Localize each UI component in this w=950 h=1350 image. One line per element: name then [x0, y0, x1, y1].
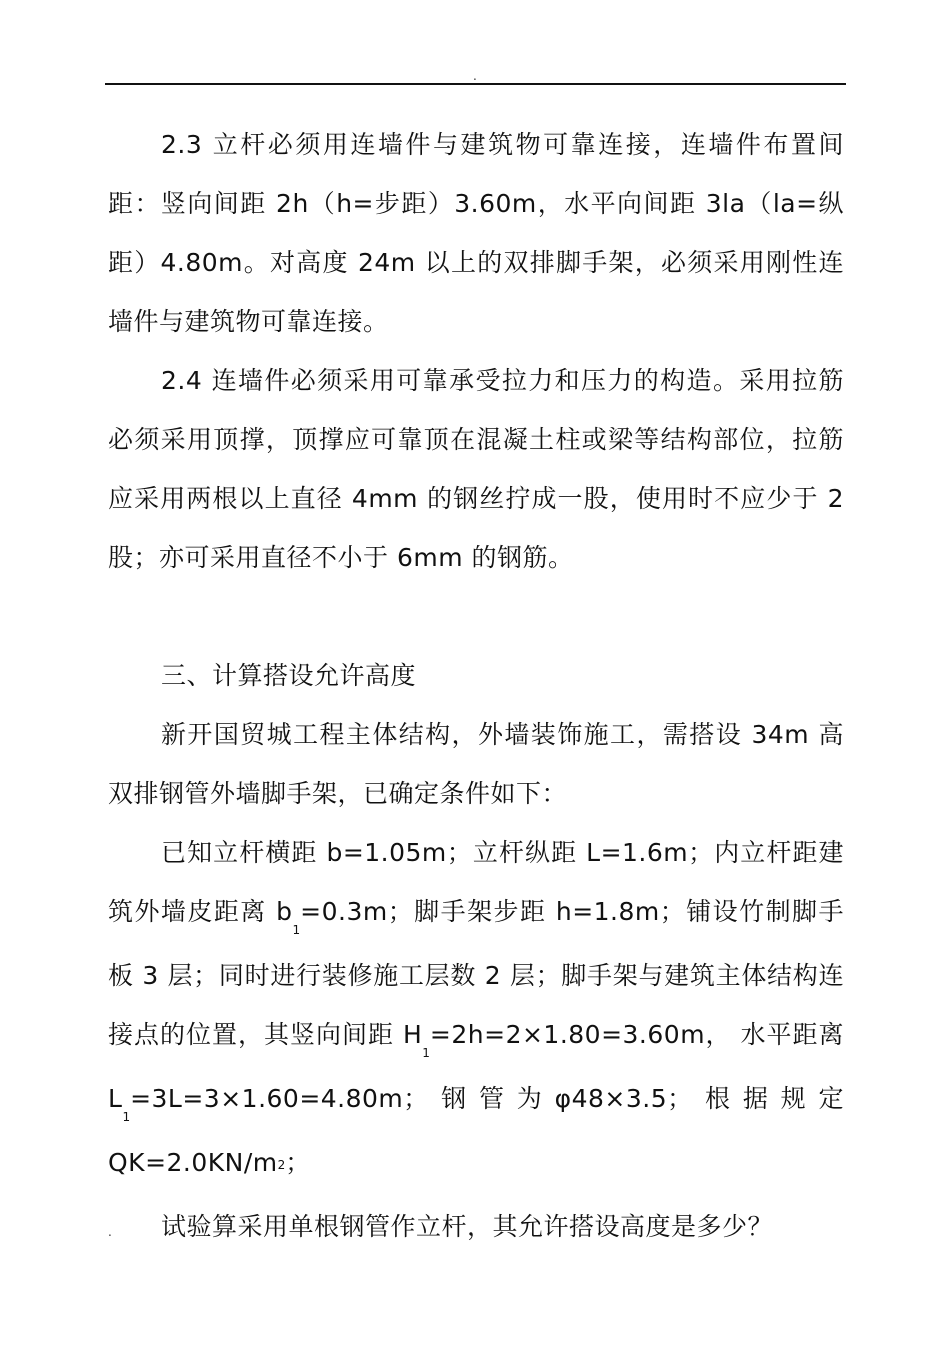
- footer-dot: .: [108, 1225, 112, 1239]
- paragraph-gap: [108, 587, 844, 646]
- subscript-l1: 1: [122, 1110, 131, 1124]
- conditions-text-3: =2h=2×1.80=3.60m， 水平距离 L: [108, 1020, 845, 1113]
- header-dot: .: [473, 69, 477, 83]
- paragraph-known-conditions: [108, 823, 844, 1197]
- section-heading: 三、计算搭设允许高度: [161, 661, 417, 690]
- conditions-text-4: =3L=3×1.60=4.80m；钢管为φ48×3.5；根据规定 QK=2.0KN/m: [108, 1084, 844, 1177]
- paragraph-question: 试验算采用单根钢管作立杆，其允许搭设高度是多少？: [161, 1212, 774, 1241]
- conditions-text-1: 已知立杆横距 b=1.05m；立杆纵距 L=1.6m；内立杆距建筑外墙皮距离 b: [108, 838, 844, 926]
- subscript-h1: 1: [422, 1046, 430, 1060]
- document-body: [108, 115, 844, 1256]
- conditions-text-5: ；: [285, 1148, 311, 1177]
- superscript-m2: 2: [277, 1158, 286, 1172]
- header-rule: [105, 83, 846, 85]
- paragraph-2-4: 2.4 连墙件必须采用可靠承受拉力和压力的构造。采用拉筋必须采用顶撑，顶撑应可靠顶在混凝土柱或梁等结构部位，拉筋应采用两根以上直径 4mm 的钢丝拧成一股，使用时不应少于 2 股；亦可采用直径不小于 6mm 的钢筋。: [108, 366, 844, 572]
- conditions-text-2: =0.3m；脚手架步距 h=1.8m；铺设竹制脚手板 3 层；同时进行装修施工层数 2 层；脚手架与建筑主体结构连接点的位置，其竖向间距 H: [108, 897, 844, 1049]
- subscript-b1: 1: [292, 923, 301, 937]
- paragraph-project-intro: 新开国贸城工程主体结构，外墙装饰施工，需搭设 34m 高双排钢管外墙脚手架，已确定条件如下：: [108, 720, 844, 808]
- paragraph-2-3: 2.3 立杆必须用连墙件与建筑物可靠连接，连墙件布置间距：竖向间距 2h（h=步距）3.60m，水平向间距 3la（la=纵距）4.80m。对高度 24m 以上的双排脚手架，必须采用刚性连墙件与建筑物可靠连接。: [108, 130, 844, 336]
